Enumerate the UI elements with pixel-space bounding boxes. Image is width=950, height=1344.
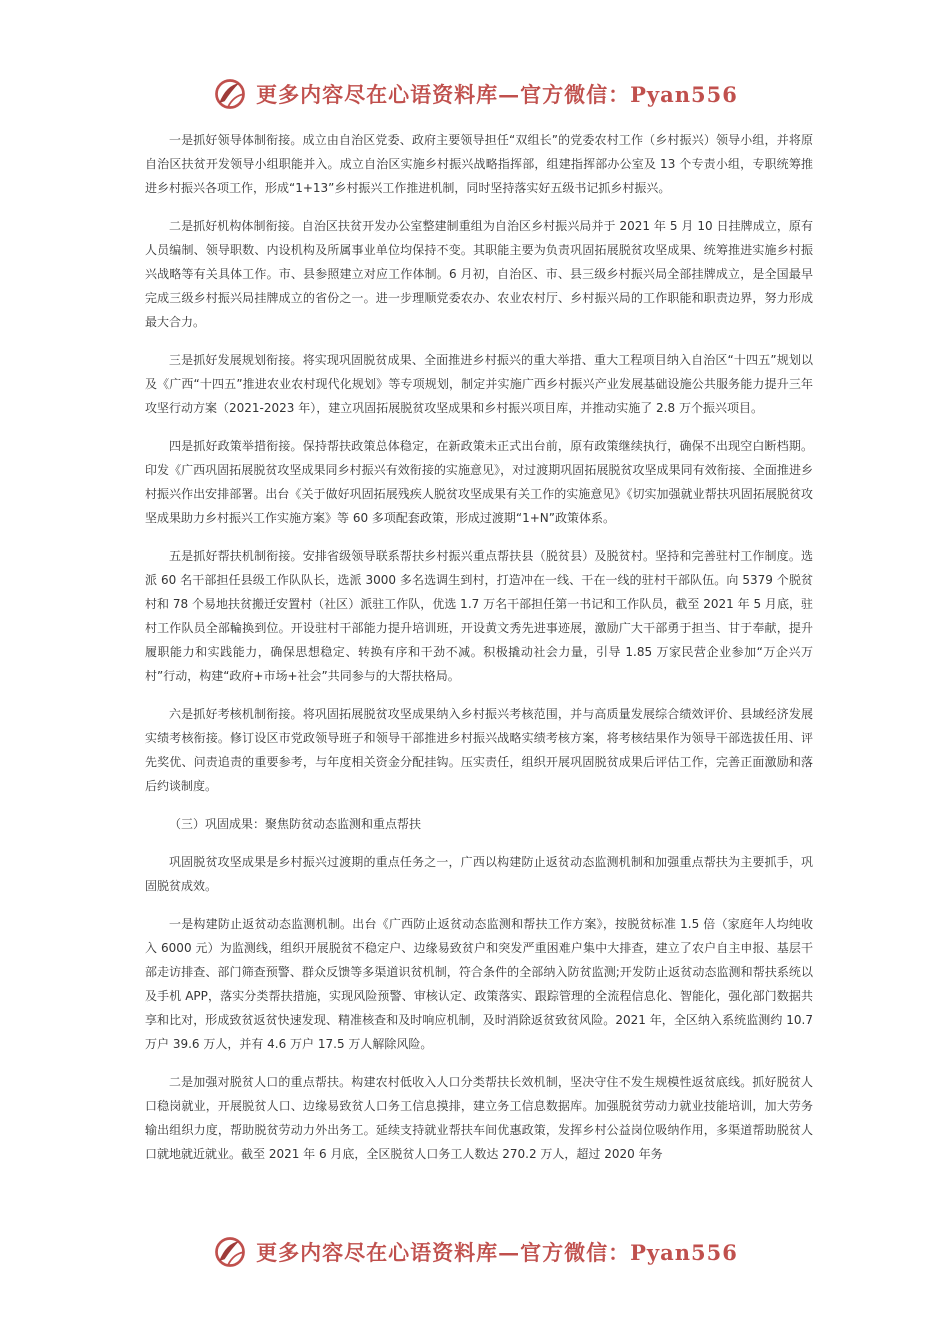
paragraph-2: 二是抓好机构体制衔接。自治区扶贫开发办公室整建制重组为自治区乡村振兴局并于 2021 年 5 月 10 日挂牌成立，原有人员编制、领导职数、内设机构及所属事业单位均保持不变。其职能主要为负责巩固拓展脱贫攻坚成果、统筹推进实施乡村振兴战略等有关具体工作。市、县参照建立对应工作体制。6 月初，自治区、市、县三级乡村振兴局全部挂牌成立，是全国最早完成三级乡村振兴局挂牌成立的省份之一。进一步理顺党委农办、农业农村厅、乡村振兴局的工作职能和职责边界，努力形成最大合力。 xyxy=(145,219,813,329)
document-body xyxy=(145,128,813,1180)
paragraph-4: 四是抓好政策举措衔接。保持帮扶政策总体稳定，在新政策未正式出台前，原有政策继续执行，确保不出现空白断档期。印发《广西巩固拓展脱贫攻坚成果同乡村振兴有效衔接的实施意见》，对过渡期巩固拓展脱贫攻坚成果同有效衔接、全面推进乡村振兴作出安排部署。出台《关于做好巩固拓展残疾人脱贫攻坚成果有关工作的实施意见》《切实加强就业帮扶巩固拓展脱贫攻坚成果助力乡村振兴工作实施方案》等 60 多项配套政策，形成过渡期“1+N”政策体系。 xyxy=(145,439,813,525)
header-banner xyxy=(0,72,950,116)
paragraph-8: 一是构建防止返贫动态监测机制。出台《广西防止返贫动态监测和帮扶工作方案》，按脱贫标准 1.5 倍（家庭年人均纯收入 6000 元）为监测线，组织开展脱贫不稳定户、边缘易致贫户和突发严重困难户集中大排查，建立了农户自主申报、基层干部走访排查、部门筛查预警、群众反馈等多渠道识贫机制，符合条件的全部纳入防贫监测;开发防止返贫动态监测和帮扶系统以及手机 APP，落实分类帮扶措施，实现风险预警、审核认定、政策落实、跟踪管理的全流程信息化、智能化，强化部门数据共享和比对，形成致贫返贫快速发现、精准核查和及时响应机制，及时消除返贫致贫风险。2021 年，全区纳入系统监测约 10.7 万户 39.6 万人，并有 4.6 万户 17.5 万人解除风险。 xyxy=(145,917,813,1051)
footer-banner xyxy=(0,1230,950,1274)
paragraph-6: 六是抓好考核机制衔接。将巩固拓展脱贫攻坚成果纳入乡村振兴考核范围，并与高质量发展综合绩效评价、县域经济发展实绩考核衔接。修订设区市党政领导班子和领导干部推进乡村振兴战略实绩考核方案，将考核结果作为领导干部选拔任用、评先奖优、问责追责的重要参考，与年度相关资金分配挂钩。压实责任，组织开展巩固脱贫成果后评估工作，完善正面激励和落后约谈制度。 xyxy=(145,707,813,793)
paragraph-1: 一是抓好领导体制衔接。成立由自治区党委、政府主要领导担任“双组长”的党委农村工作（乡村振兴）领导小组，并将原自治区扶贫开发领导小组职能并入。成立自治区实施乡村振兴战略指挥部，组建指挥部办公室及 13 个专责小组，专职统筹推进乡村振兴各项工作，形成“1+13”乡村振兴工作推进机制，同时坚持落实好五级书记抓乡村振兴。 xyxy=(145,133,813,195)
brand-logo-icon xyxy=(212,1234,248,1270)
paragraph-5: 五是抓好帮扶机制衔接。安排省级领导联系帮扶乡村振兴重点帮扶县（脱贫县）及脱贫村。坚持和完善驻村工作制度。选派 60 名干部担任县级工作队队长，选派 3000 多名选调生到村，打造冲在一线、干在一线的驻村干部队伍。向 5379 个脱贫村和 78 个易地扶贫搬迁安置村（社区）派驻工作队，优选 1.7 万名干部担任第一书记和工作队员，截至 2021 年 5 月底，驻村工作队员全部輪换到位。开设驻村干部能力提升培训班，开设黄文秀先进事迹展，激励广大干部勇于担当、甘于奉献，提升履职能力和实践能力，确保思想稳定、转换有序和干劲不减。积极撬动社会力量，引导 1.85 万家民营企业参加“万企兴万村”行动，构建“政府+市场+社会”共同参与的大帮扶格局。 xyxy=(145,549,813,683)
banner-text: 更多内容尽在心语资料库—官方微信：Pyan556 xyxy=(256,82,738,107)
paragraph-9: 二是加强对脱贫人口的重点帮扶。构建农村低收入人口分类帮扶长效机制，坚决守住不发生规模性返贫底线。抓好脱贫人口稳岗就业，开展脱贫人口、边缘易致贫人口务工信息摸排，建立务工信息数据库。加强脱贫劳动力就业技能培训，加大劳务输出组织力度，帮助脱贫劳动力外出务工。延续支持就业帮扶车间优惠政策，发挥乡村公益岗位吸纳作用，多渠道帮助脱贫人口就地就近就业。截至 2021 年 6 月底，全区脱贫人口务工人数达 270.2 万人，超过 2020 年务 xyxy=(145,1075,813,1161)
paragraph-3: 三是抓好发展规划衔接。将实现巩固脱贫成果、全面推进乡村振兴的重大举措、重大工程项目纳入自治区“十四五”规划以及《广西“十四五”推进农业农村现代化规划》等专项规划，制定并实施广西乡村振兴产业发展基础设施公共服务能力提升三年攻坚行动方案（2021-2023 年），建立巩固拓展脱贫攻坚成果和乡村振兴项目库，并推动实施了 2.8 万个振兴项目。 xyxy=(145,353,813,415)
banner-text: 更多内容尽在心语资料库—官方微信：Pyan556 xyxy=(256,1240,738,1265)
section-heading: （三）巩固成果：聚焦防贫动态监测和重点帮扶 xyxy=(169,817,422,831)
brand-logo-icon xyxy=(212,76,248,112)
paragraph-7: 巩固脱贫攻坚成果是乡村振兴过渡期的重点任务之一，广西以构建防止返贫动态监测机制和加强重点帮扶为主要抓手，巩固脱贫成效。 xyxy=(145,855,813,893)
